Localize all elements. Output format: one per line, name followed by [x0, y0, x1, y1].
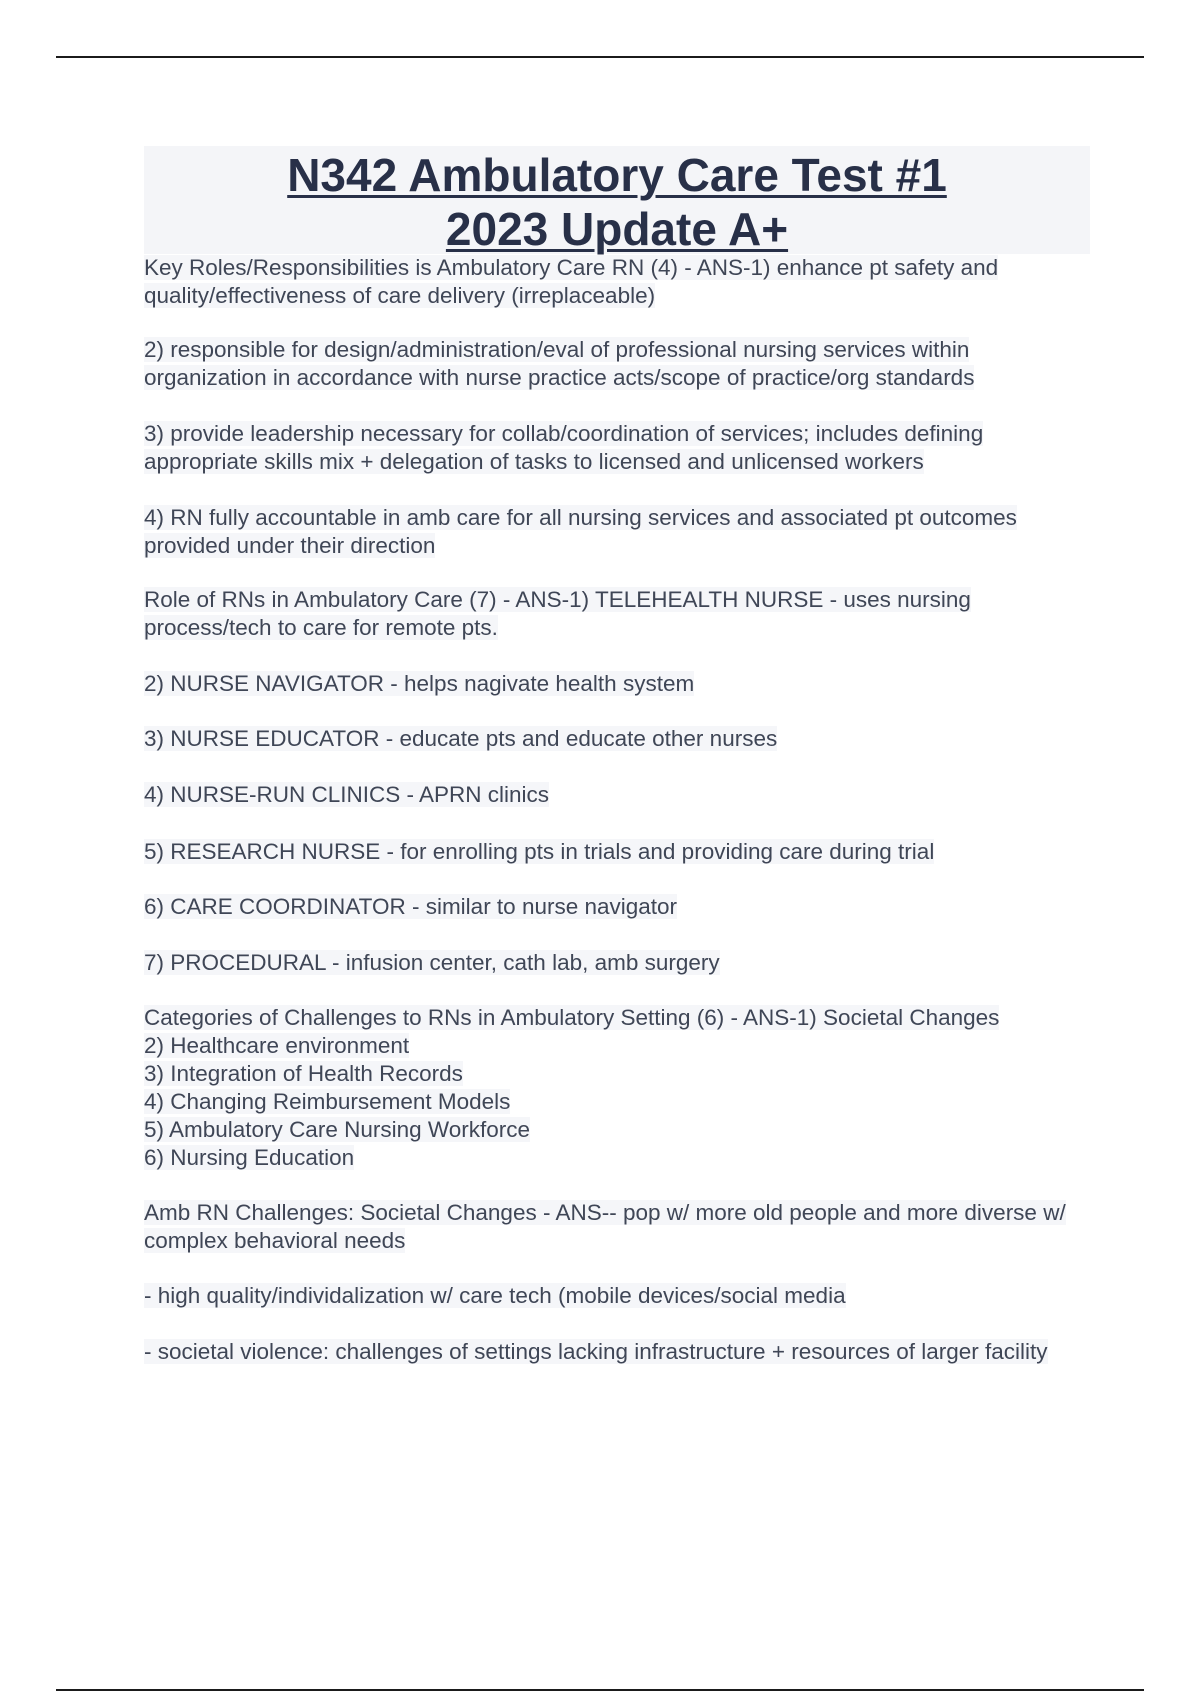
top-rule [56, 56, 1144, 58]
entry-paragraph: 7) PROCEDURAL - infusion center, cath lab, amb surgery [144, 950, 720, 975]
page-title-line-2: 2023 Update A+ [445, 203, 789, 255]
entry-paragraph: 3) NURSE EDUCATOR - educate pts and educate other nurses [144, 726, 778, 751]
entry-paragraph: 4) NURSE-RUN CLINICS - APRN clinics [144, 782, 550, 807]
entries-list [144, 254, 1090, 1366]
entry-paragraph: Categories of Challenges to RNs in Ambulatory Setting (6) - ANS-1) Societal Changes 2) Healthcare environment 3) Integration of Health Records 4) Changing Reimbursement Models 5) Ambulatory Care Nursing Workforce 6) Nursing Education [144, 1005, 1000, 1170]
entry-paragraph: - high quality/individalization w/ care tech (mobile devices/social media [144, 1283, 846, 1308]
entry-paragraph: Role of RNs in Ambulatory Care (7) - ANS-1) TELEHEALTH NURSE - uses nursing process/tech to care for remote pts. [144, 587, 971, 640]
document-body [144, 146, 1090, 1366]
entry-paragraph: 4) RN fully accountable in amb care for all nursing services and associated pt outcomes provided under their direction [144, 505, 1017, 558]
entry-paragraph: 2) NURSE NAVIGATOR - helps nagivate health system [144, 671, 695, 696]
entry-paragraph: 5) RESEARCH NURSE - for enrolling pts in trials and providing care during trial [144, 839, 935, 864]
entry-paragraph: 2) responsible for design/administration/eval of professional nursing services within organization in accordance with nurse practice acts/scope of practice/org standards [144, 337, 975, 390]
entry-paragraph: - societal violence: challenges of settings lacking infrastructure + resources of larger facility [144, 1339, 1048, 1364]
entry-paragraph: Key Roles/Responsibilities is Ambulatory Care RN (4) - ANS-1) enhance pt safety and quality/effectiveness of care delivery (irreplaceable) [144, 255, 999, 308]
entry-paragraph: 6) CARE COORDINATOR - similar to nurse navigator [144, 894, 678, 919]
title-block [144, 146, 1090, 254]
page-title-line-1: N342 Ambulatory Care Test #1 [287, 149, 947, 201]
entry-paragraph: Amb RN Challenges: Societal Changes - ANS-- pop w/ more old people and more diverse w/ complex behavioral needs [144, 1200, 1066, 1253]
entry-paragraph: 3) provide leadership necessary for collab/coordination of services; includes defining appropriate skills mix + delegation of tasks to licensed and unlicensed workers [144, 421, 984, 474]
bottom-rule [56, 1689, 1144, 1691]
